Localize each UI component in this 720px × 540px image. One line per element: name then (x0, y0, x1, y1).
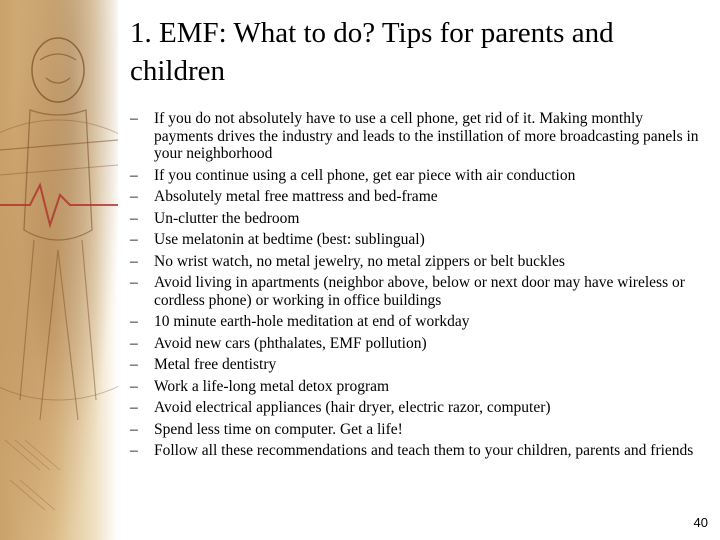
list-item-text: Metal free dentistry (154, 356, 277, 373)
bullet-dash: – (130, 188, 138, 205)
list-item (130, 442, 702, 460)
bullet-dash: – (130, 274, 138, 291)
list-item (130, 313, 702, 331)
list-item-text: Avoid new cars (phthalates, EMF pollution) (154, 334, 427, 352)
bullet-dash: – (130, 442, 138, 459)
list-item-text: Work a life-long metal detox program (154, 377, 390, 395)
decorative-vitruvian-artwork (0, 0, 118, 540)
list-item-text: Avoid electrical appliances (hair dryer, electric razor, computer) (154, 399, 551, 416)
bullet-dash: – (130, 356, 138, 373)
list-item-text: If you do not absolutely have to use a cell phone, get rid of it. Making monthly payments drives the industry and leads to the instillation of more broadcasting panels in your neighborhood (154, 110, 699, 162)
list-item-text: Use melatonin at bedtime (best: sublingual) (154, 231, 425, 248)
list-item (130, 231, 702, 249)
list-item (130, 274, 702, 309)
list-item (130, 210, 702, 228)
list-item (130, 335, 702, 353)
vitruvian-sketch (0, 0, 118, 540)
bullet-dash: – (130, 166, 138, 184)
bullet-dash: – (130, 110, 138, 127)
list-item-text: Spend less time on computer. Get a life! (154, 420, 403, 438)
bullet-dash: – (130, 399, 138, 416)
list-item (130, 167, 702, 185)
list-item (130, 188, 702, 206)
list-item (130, 356, 702, 374)
list-item (130, 421, 702, 439)
bullet-dash: – (130, 420, 138, 438)
list-item-text: Follow all these recommendations and teach them to your children, parents and friends (154, 442, 694, 459)
list-item (130, 253, 702, 271)
list-item-text: If you continue using a cell phone, get ear piece with air conduction (154, 166, 576, 184)
list-item-text: Absolutely metal free mattress and bed-frame (154, 188, 438, 205)
list-item (130, 110, 702, 163)
list-item (130, 399, 702, 417)
list-item (130, 378, 702, 396)
slide-title: 1. EMF: What to do? Tips for parents and children (130, 17, 614, 87)
list-item-text: Un-clutter the bedroom (154, 209, 300, 227)
bullet-dash: – (130, 313, 138, 330)
list-item-text: No wrist watch, no metal jewelry, no metal zippers or belt buckles (154, 252, 565, 270)
bullet-dash: – (130, 334, 138, 352)
list-item-text: Avoid living in apartments (neighbor above, below or next door may have wireless or cordless phone) or working in office buildings (154, 274, 685, 309)
list-item-text: 10 minute earth-hole meditation at end of workday (154, 313, 470, 330)
bullet-dash: – (130, 209, 138, 227)
bullet-dash: – (130, 231, 138, 248)
bullet-dash: – (130, 377, 138, 395)
page-number: 40 (693, 515, 708, 530)
tips-list (130, 110, 702, 464)
bullet-dash: – (130, 252, 138, 270)
